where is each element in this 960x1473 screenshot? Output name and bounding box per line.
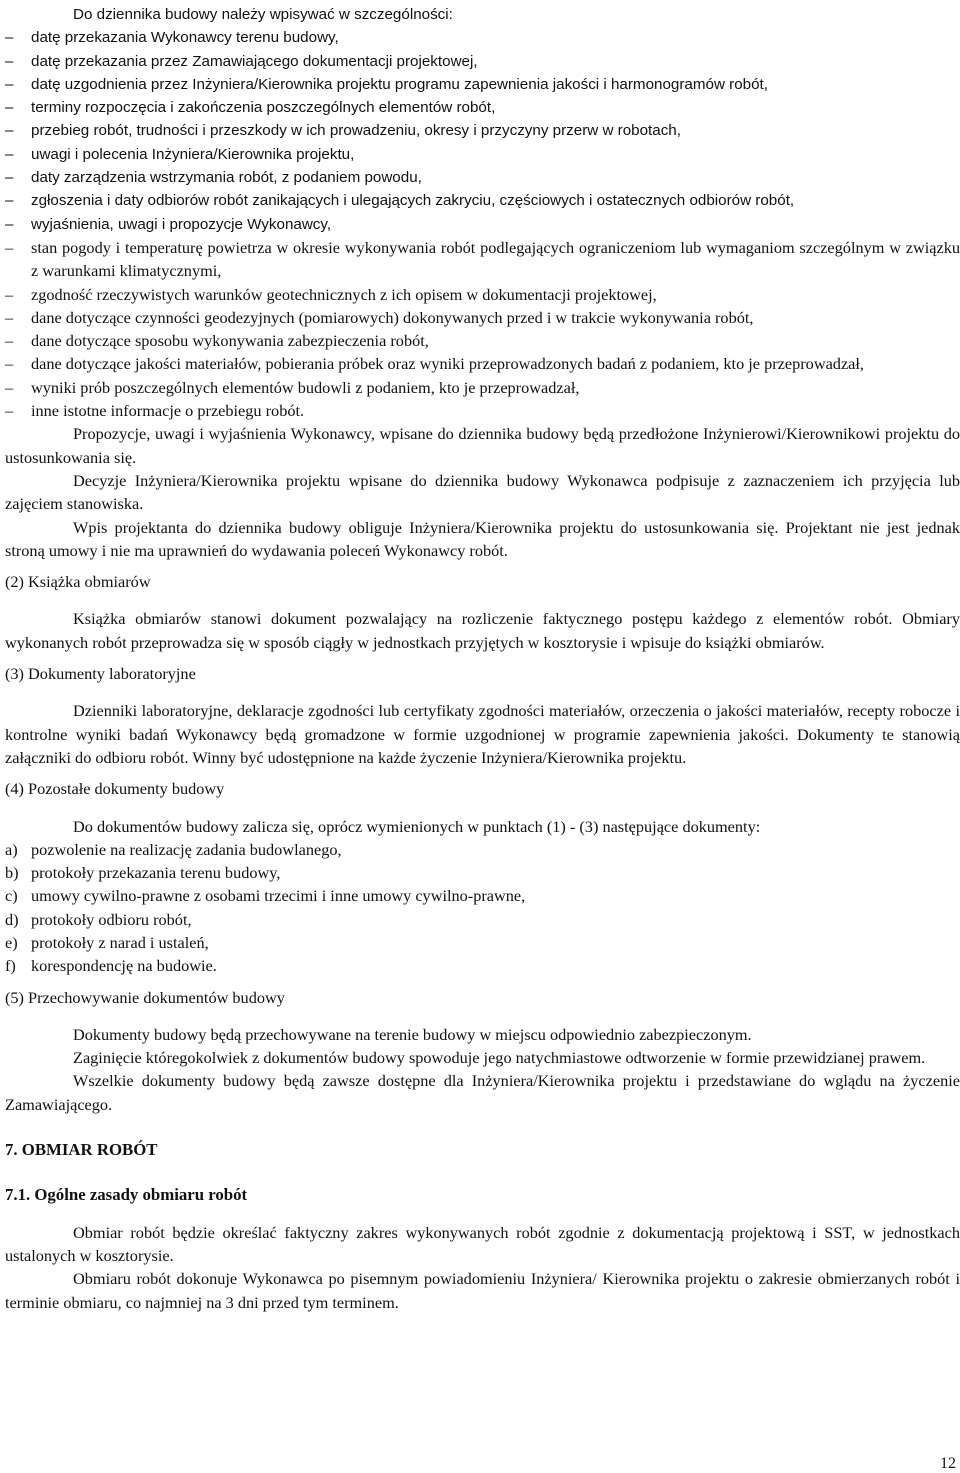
document-list-item: [5, 954, 960, 977]
dash-bullet-icon: –: [5, 52, 14, 70]
list-letter: c): [5, 886, 18, 906]
page-number: 12: [940, 1455, 956, 1472]
document-list-item: [5, 884, 960, 907]
section-4-intro: Do dokumentów budowy zalicza się, oprócz wymienionych w punktach (1) - (3) następujące dokumenty:: [73, 816, 761, 836]
diary-entry-item: [5, 166, 960, 189]
dash-bullet-icon: –: [5, 284, 14, 304]
diary-entry-item: [5, 306, 960, 329]
diary-entry-item: [5, 352, 960, 375]
dash-bullet-icon: –: [5, 354, 14, 374]
dash-bullet-icon: –: [5, 99, 14, 117]
diary-entry-item: [5, 213, 960, 236]
document-list-text: umowy cywilno-prawne z osobami trzecimi i inne umowy cywilno-prawne,: [31, 886, 526, 906]
document-list-item: [5, 838, 960, 861]
section-5-paragraph-3: Wszelkie dokumenty budowy będą zawsze dostępne dla Inżyniera/Kierownika projektu i przedstawiane do wglądu na życzenie Zamawiającego.: [5, 1071, 960, 1114]
diary-paragraph-3: Wpis projektanta do dziennika budowy obliguje Inżyniera/Kierownika projektu do ustosunkowania się. Projektant nie jest jednak stroną umowy i nie ma uprawnień do wydawania poleceń Wykonawcy robót.: [5, 517, 960, 560]
diary-entry-text: terminy rozpoczęcia i zakończenia poszczególnych elementów robót,: [31, 99, 496, 117]
diary-entry-list: [5, 50, 960, 423]
diary-paragraph-1: Propozycje, uwagi i wyjaśnienia Wykonawcy, wpisane do dziennika budowy będą przedłożone Inżynierowi/Kierownikowi projektu do ustosunkowania się.: [5, 424, 960, 467]
list-letter: b): [5, 863, 19, 883]
chapter-7-paragraph-1: Obmiar robót będzie określać faktyczny zakres wykonywanych robót zgodnie z dokumentacją projektową i SST, w jednostkach ustalonych w kosztorysie.: [5, 1222, 960, 1265]
section-3-text: Dzienniki laboratoryjne, deklaracje zgodności lub certyfikaty zgodności materiałów, orzeczenia o jakości materiałów, recepty robocze i kontrolne wyniki badań Wykonawcy będą gromadzone w formie uzgodnionej w programie zapewnienia jakości. Dokumenty te stanowią załączniki do odbioru robót. Winny być udostępnione na każde życzenie Inżyniera/Kierownika projektu.: [5, 701, 960, 767]
diary-entry-item: [5, 236, 960, 283]
diary-entry-text: stan pogody i temperaturę powietrza w okresie wykonywania robót podlegających ograniczeniom lub wymaganiom szczególnym w związku z warunkami klimatycznymi,: [31, 237, 960, 281]
diary-entry-item: [5, 189, 960, 212]
document-list-text: korespondencję na budowie.: [31, 956, 217, 976]
dash-bullet-icon: –: [5, 401, 14, 421]
diary-entry-text: dane dotyczące sposobu wykonywania zabezpieczenia robót,: [31, 331, 429, 351]
diary-entry-item: [5, 399, 960, 422]
document-list-item: [5, 908, 960, 931]
dash-bullet-icon: –: [5, 169, 14, 187]
document-list-text: protokoły przekazania terenu budowy,: [31, 863, 281, 883]
diary-entry-text: uwagi i polecenia Inżyniera/Kierownika projektu,: [31, 145, 355, 163]
document-list-text: protokoły odbioru robót,: [31, 909, 192, 929]
dash-bullet-icon: –: [5, 215, 14, 233]
dash-bullet-icon: –: [5, 29, 14, 47]
diary-entry-item: [5, 73, 960, 96]
dash-bullet-icon: –: [5, 237, 14, 257]
diary-entry-text: dane dotyczące czynności geodezyjnych (pomiarowych) dokonywanych przed i w trakcie wykonywania robót,: [31, 307, 754, 327]
documents-list: [5, 838, 960, 978]
diary-entry-text: wyjaśnienia, uwagi i propozycje Wykonawcy,: [31, 215, 332, 233]
diary-entry-text: datę uzgodnienia przez Inżyniera/Kierownika projektu programu zapewnienia jakości i harmonogramów robót,: [31, 75, 768, 93]
diary-entry-text: dane dotyczące jakości materiałów, pobierania próbek oraz wyniki przeprowadzonych badań z podaniem, kto je przeprowadzał,: [31, 354, 864, 374]
dash-bullet-icon: –: [5, 377, 14, 397]
section-5-paragraph-1: Dokumenty budowy będą przechowywane na terenie budowy w miejscu odpowiednio zabezpieczonym.: [73, 1024, 752, 1044]
dash-bullet-icon: –: [5, 75, 14, 93]
diary-entry-text: wyniki prób poszczególnych elementów budowli z podaniem, kto je przeprowadzał,: [31, 377, 580, 397]
diary-first-item: [5, 26, 960, 49]
dash-bullet-icon: –: [5, 122, 14, 140]
dash-bullet-icon: –: [5, 192, 14, 210]
diary-entry-item: [5, 329, 960, 352]
section-4-title: (4) Pozostałe dokumenty budowy: [5, 779, 225, 799]
document-list-text: protokoły z narad i ustaleń,: [31, 932, 209, 952]
diary-entry-item: [5, 96, 960, 119]
diary-entry-text: przebieg robót, trudności i przeszkody w ich prowadzeniu, okresy i przyczyny przerw w robotach,: [31, 122, 681, 140]
section-5-title: (5) Przechowywanie dokumentów budowy: [5, 987, 285, 1007]
diary-entry-item: [5, 119, 960, 142]
dash-bullet-icon: –: [5, 145, 14, 163]
diary-entry-text: zgłoszenia i daty odbiorów robót zanikających i ulegających zakryciu, częściowych i ostatecznych odbiorów robót,: [31, 192, 795, 210]
diary-entry-text: datę przekazania przez Zamawiającego dokumentacji projektowej,: [31, 52, 478, 70]
diary-entry-item: [5, 50, 960, 73]
document-list-text: pozwolenie na realizację zadania budowlanego,: [31, 839, 342, 859]
diary-entry-text: daty zarządzenia wstrzymania robót, z podaniem powodu,: [31, 169, 422, 187]
chapter-7-1-subtitle: 7.1. Ogólne zasady obmiaru robót: [5, 1185, 248, 1205]
list-letter: e): [5, 932, 18, 952]
diary-entry-text: datę przekazania Wykonawcy terenu budowy,: [31, 29, 339, 47]
list-letter: a): [5, 839, 18, 859]
chapter-7-title: 7. OBMIAR ROBÓT: [5, 1140, 158, 1160]
dash-bullet-icon: –: [5, 307, 14, 327]
diary-entry-text: inne istotne informacje o przebiegu robót.: [31, 401, 305, 421]
diary-entry-item: [5, 283, 960, 306]
diary-entry-item: [5, 143, 960, 166]
document-list-item: [5, 931, 960, 954]
document-page: [5, 3, 960, 1314]
diary-entry-item: [5, 376, 960, 399]
dash-bullet-icon: –: [5, 331, 14, 351]
section-2-title: (2) Książka obmiarów: [5, 572, 151, 592]
diary-entry-text: zgodność rzeczywistych warunków geotechnicznych z ich opisem w dokumentacji projektowej,: [31, 284, 657, 304]
document-list-item: [5, 861, 960, 884]
section-3-title: (3) Dokumenty laboratoryjne: [5, 664, 196, 684]
diary-intro-heading: Do dziennika budowy należy wpisywać w szczególności:: [73, 6, 453, 23]
section-2-text: Książka obmiarów stanowi dokument pozwalający na rozliczenie faktycznego postępu każdego z elementów robót. Obmiary wykonanych robót przeprowadza się w sposób ciągły w jednostkach przyjętych w kosztorysie i wpisuje do książki obmiarów.: [5, 609, 960, 652]
list-letter: d): [5, 909, 19, 929]
diary-paragraph-2: Decyzje Inżyniera/Kierownika projektu wpisane do dziennika budowy Wykonawca podpisuje z zaznaczeniem ich przyjęcia lub zajęciem stanowiska.: [5, 470, 960, 514]
section-5-paragraph-2: Zaginięcie któregokolwiek z dokumentów budowy spowoduje jego natychmiastowe odtworzenie w formie przewidzianej prawem.: [73, 1048, 926, 1068]
chapter-7-paragraph-2: Obmiaru robót dokonuje Wykonawca po pisemnym powiadomieniu Inżyniera/ Kierownika projektu o zakresie obmierzanych robót i terminie obmiaru, co najmniej na 3 dni przed tym terminem.: [5, 1269, 960, 1312]
list-letter: f): [5, 956, 16, 976]
